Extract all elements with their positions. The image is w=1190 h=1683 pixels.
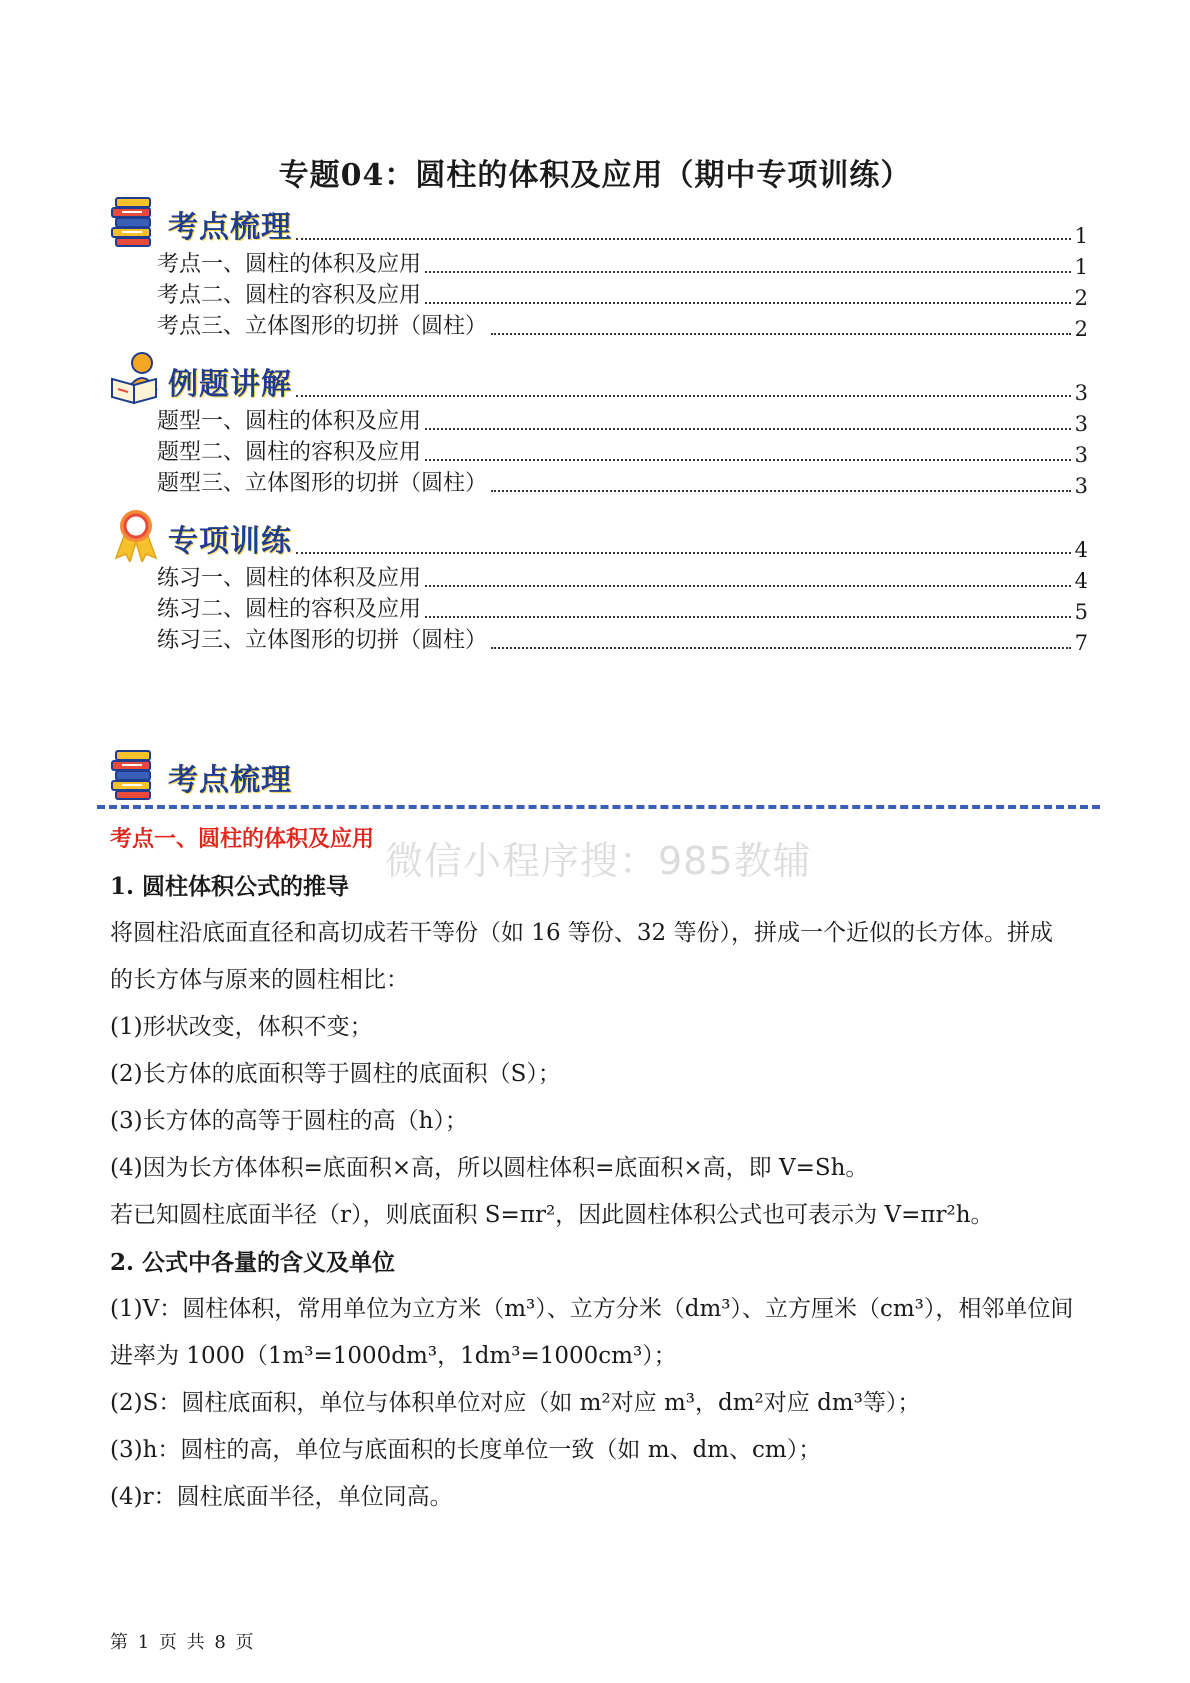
toc-item[interactable] bbox=[157, 313, 1088, 341]
toc-item-label: 题型一、圆柱的体积及应用 bbox=[157, 409, 422, 434]
toc-page-number: 3 bbox=[1074, 443, 1088, 467]
toc-item[interactable] bbox=[157, 439, 1088, 467]
body-line: (4)r：圆柱底面半径，单位同高。 bbox=[110, 1484, 453, 1510]
toc-leader bbox=[425, 615, 1071, 618]
toc-item[interactable] bbox=[157, 282, 1088, 310]
subsection-title: 1. 圆柱体积公式的推导 bbox=[110, 873, 350, 900]
books-icon bbox=[108, 745, 164, 801]
document-title: 专题04：圆柱的体积及应用（期中专项训练） bbox=[278, 158, 912, 193]
toc-page-number: 7 bbox=[1074, 631, 1088, 655]
toc-heading-label: 考点梳理 bbox=[168, 210, 292, 245]
toc-page-number: 1 bbox=[1074, 224, 1088, 248]
toc-leader bbox=[296, 394, 1071, 397]
toc-item-label: 考点二、圆柱的容积及应用 bbox=[157, 283, 422, 308]
section-body bbox=[110, 863, 1090, 1521]
toc-item-label: 题型三、立体图形的切拼（圆柱） bbox=[157, 471, 488, 496]
body-line: (4)因为长方体体积=底面积×高，所以圆柱体积=底面积×高，即 V=Sh。 bbox=[110, 1155, 869, 1181]
toc-page-number: 3 bbox=[1074, 381, 1088, 405]
toc-leader bbox=[425, 301, 1071, 304]
toc-item[interactable] bbox=[157, 596, 1088, 624]
toc-leader bbox=[425, 458, 1071, 461]
toc-item-label: 考点三、立体图形的切拼（圆柱） bbox=[157, 314, 488, 339]
toc-page-number: 2 bbox=[1074, 317, 1088, 341]
body-line: 若已知圆柱底面半径（r），则底面积 S=πr²，因此圆柱体积公式也可表示为 V=πr²h。 bbox=[110, 1202, 994, 1228]
body-line: (3)h：圆柱的高，单位与底面积的长度单位一致（如 m、dm、cm）； bbox=[110, 1437, 822, 1463]
toc-item-label: 考点一、圆柱的体积及应用 bbox=[157, 252, 422, 277]
books-icon bbox=[108, 192, 164, 248]
toc-item[interactable] bbox=[157, 565, 1088, 593]
body-line: (3)长方体的高等于圆柱的高（h）； bbox=[110, 1108, 468, 1134]
toc-page-number: 2 bbox=[1074, 286, 1088, 310]
toc-leader bbox=[296, 237, 1071, 240]
section-divider bbox=[97, 805, 1100, 809]
toc-leader bbox=[425, 584, 1071, 587]
toc-leader bbox=[491, 489, 1071, 492]
body-line: 进率为 1000（1m³=1000dm³，1dm³=1000cm³）； bbox=[110, 1343, 677, 1369]
section-heading-label: 考点梳理 bbox=[168, 763, 292, 798]
toc-leader bbox=[296, 551, 1071, 554]
toc-heading-label: 专项训练 bbox=[168, 524, 292, 559]
award-ribbon-icon bbox=[108, 506, 164, 562]
toc-leader bbox=[425, 270, 1071, 273]
toc-page-number: 4 bbox=[1074, 569, 1088, 593]
subsection-title: 2. 公式中各量的含义及单位 bbox=[110, 1249, 396, 1276]
section-heading bbox=[108, 745, 292, 801]
toc-page-number: 3 bbox=[1074, 474, 1088, 498]
toc-item-label: 练习三、立体图形的切拼（圆柱） bbox=[157, 628, 488, 653]
body-line: (1)形状改变，体积不变； bbox=[110, 1014, 373, 1040]
body-line: 将圆柱沿底面直径和高切成若干等份（如 16 等份、32 等份），拼成一个近似的长方体。拼成 bbox=[110, 920, 1053, 946]
body-line: (1)V：圆柱体积，常用单位为立方米（m³）、立方分米（dm³）、立方厘米（cm³），相邻单位间 bbox=[110, 1296, 1074, 1322]
toc-heading-label: 例题讲解 bbox=[168, 367, 292, 402]
topic-heading: 考点一、圆柱的体积及应用 bbox=[110, 827, 375, 852]
toc-heading-3[interactable] bbox=[108, 512, 1088, 562]
toc-item[interactable] bbox=[157, 627, 1088, 655]
toc-leader bbox=[425, 427, 1071, 430]
toc-item[interactable] bbox=[157, 408, 1088, 436]
toc-item-label: 练习一、圆柱的体积及应用 bbox=[157, 566, 422, 591]
toc-item[interactable] bbox=[157, 470, 1088, 498]
toc-page-number: 5 bbox=[1074, 600, 1088, 624]
body-line: 的长方体与原来的圆柱相比： bbox=[110, 967, 409, 993]
toc-item[interactable] bbox=[157, 251, 1088, 279]
toc-page-number: 1 bbox=[1074, 255, 1088, 279]
toc-leader bbox=[491, 332, 1071, 335]
toc-leader bbox=[491, 646, 1071, 649]
toc-heading-2[interactable] bbox=[108, 355, 1088, 405]
toc-heading-1[interactable] bbox=[108, 198, 1088, 248]
body-line: (2)长方体的底面积等于圆柱的底面积（S）； bbox=[110, 1061, 561, 1087]
body-line: (2)S：圆柱底面积，单位与体积单位对应（如 m²对应 m³，dm²对应 dm³等）； bbox=[110, 1390, 921, 1416]
person-book-icon bbox=[108, 349, 164, 405]
toc-item-label: 练习二、圆柱的容积及应用 bbox=[157, 597, 422, 622]
toc-item-label: 题型二、圆柱的容积及应用 bbox=[157, 440, 422, 465]
page-footer: 第 1 页 共 8 页 bbox=[110, 1632, 256, 1653]
toc-page-number: 3 bbox=[1074, 412, 1088, 436]
watermark: 微信小程序搜：985教辅 bbox=[385, 839, 812, 883]
toc-page-number: 4 bbox=[1074, 538, 1088, 562]
